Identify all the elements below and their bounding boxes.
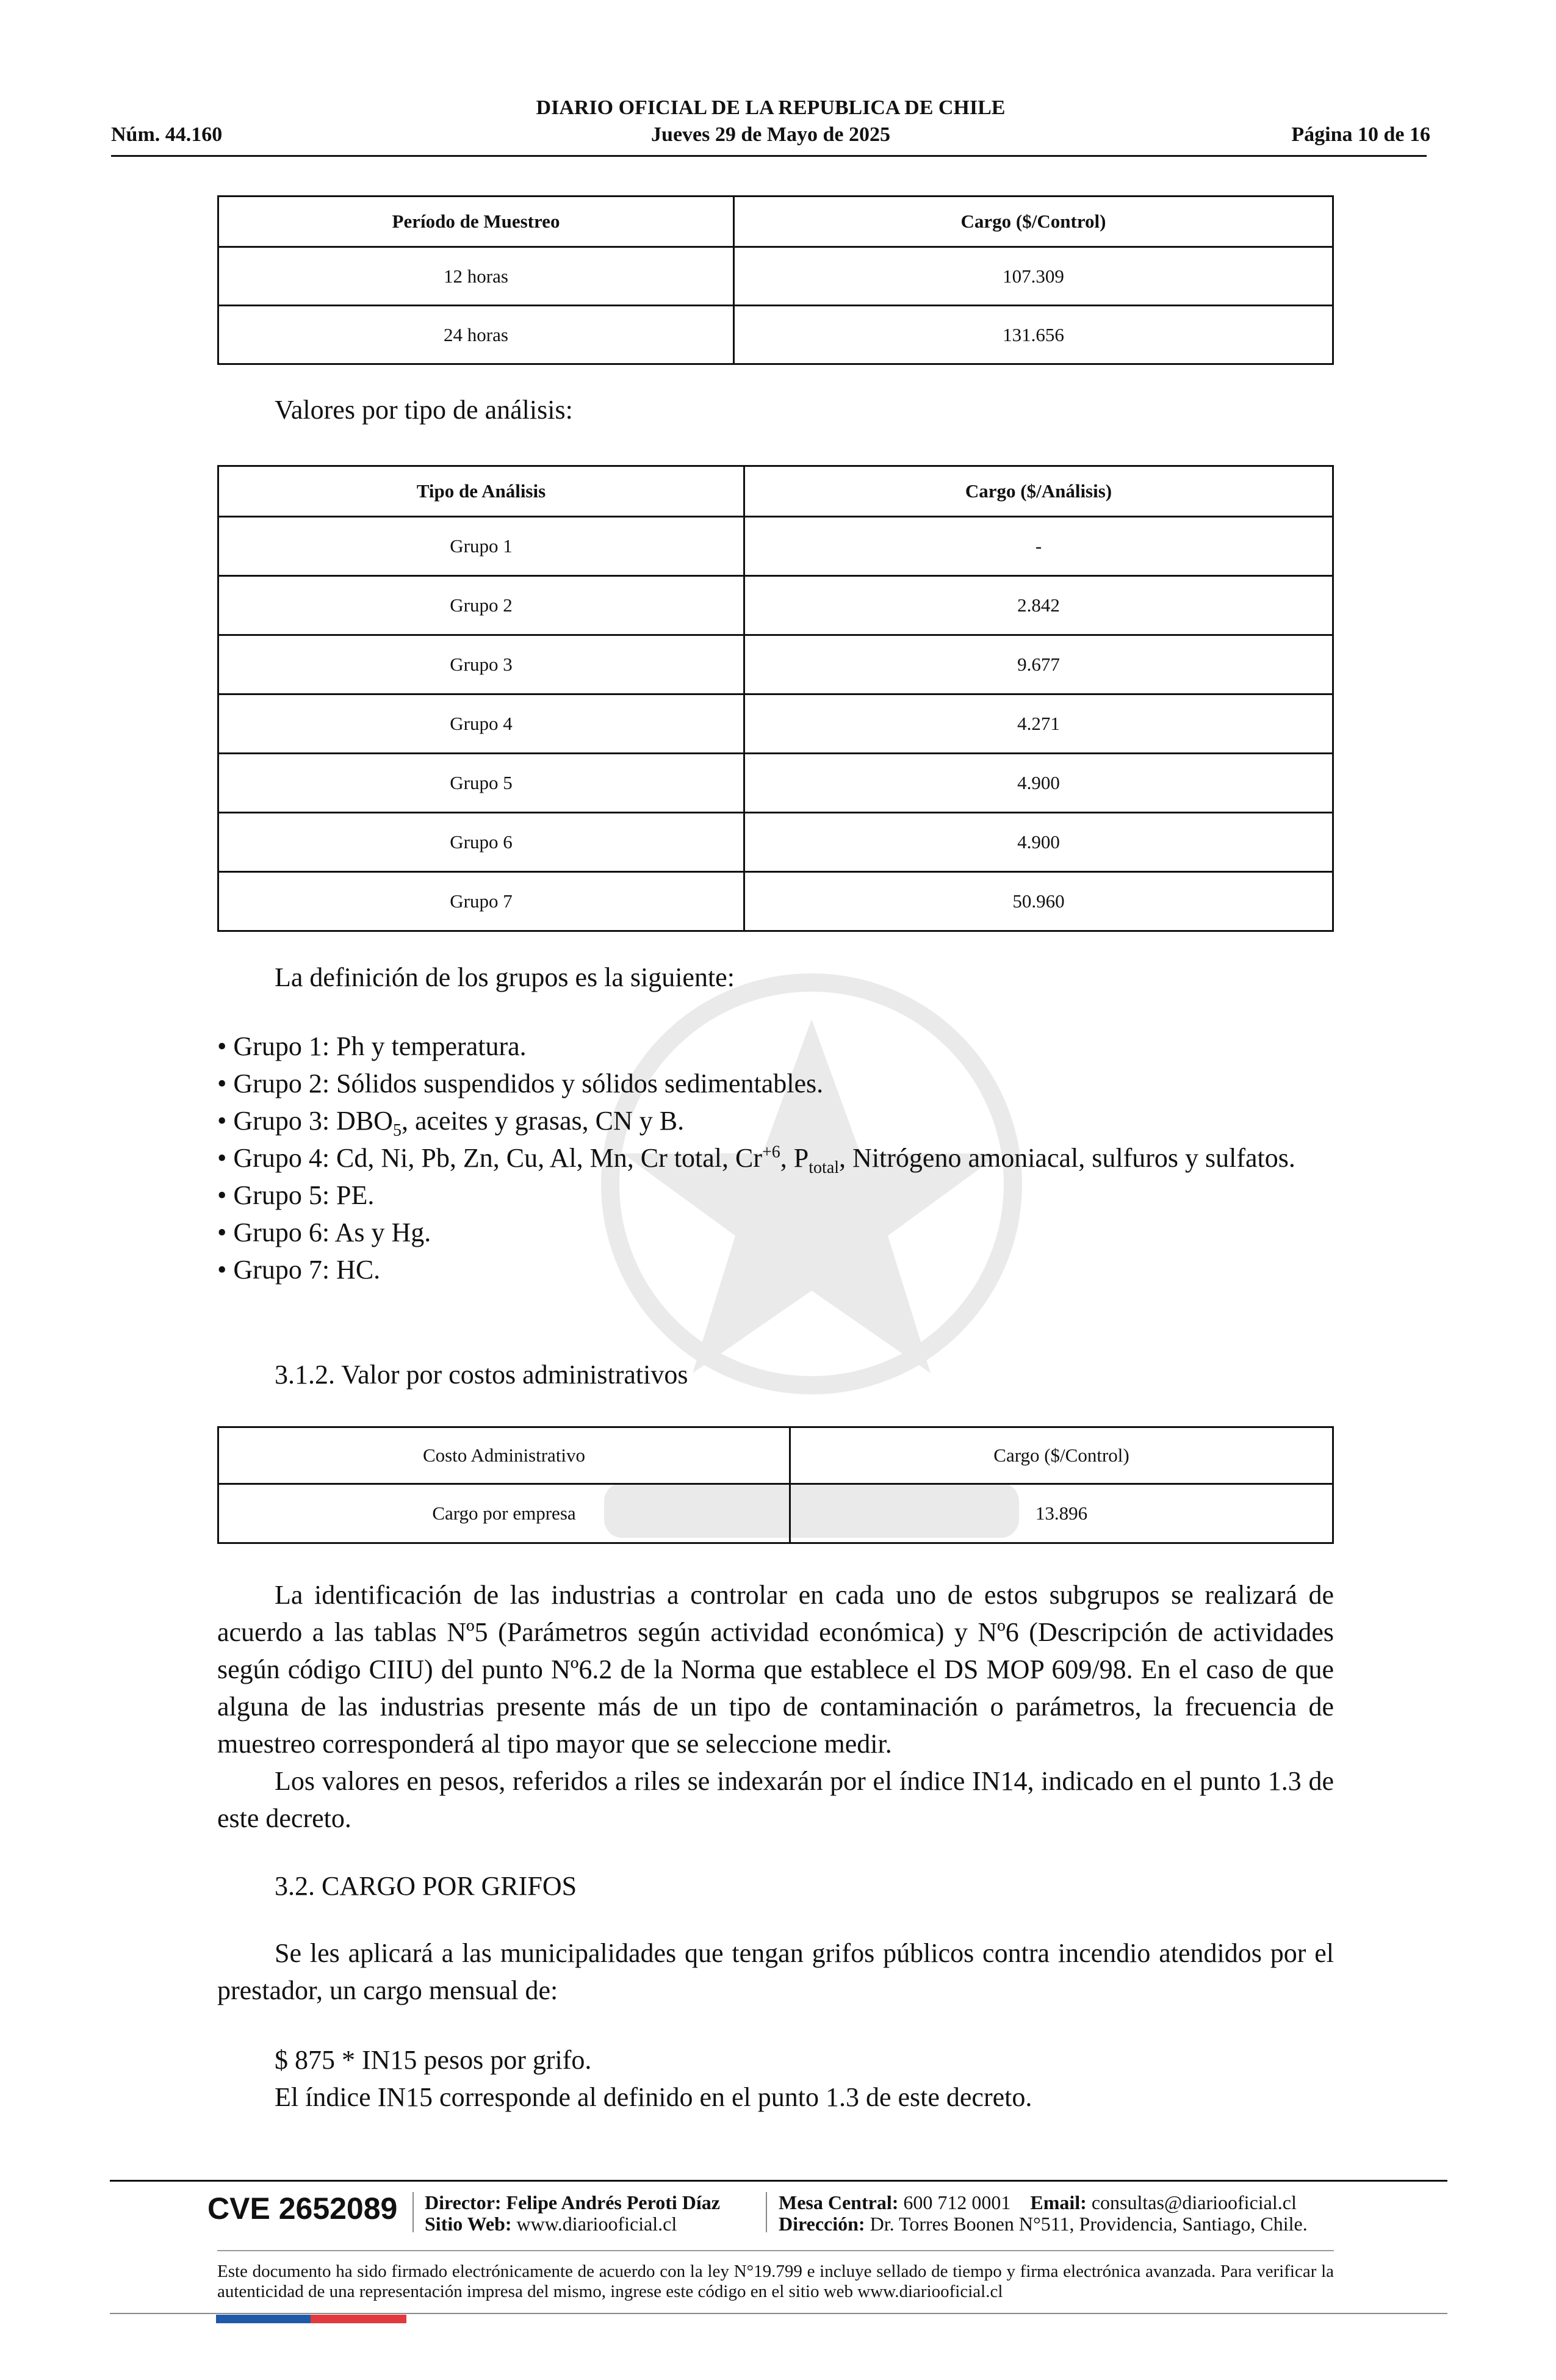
identification-paragraph: La identificación de las industrias a controlar en cada uno de estos subgrupos se realizará de acuerdo a las tablas Nº5 (Parámetros según actividad económica) y Nº6 (Descripción de actividades según código CIIU) del punto Nº6.2 de la Norma que establece el DS MOP 609/98. En el caso de que alguna de las industrias presente más de un tipo de contaminación o parámetros, la frecuencia de muestreo corresponderá al tipo mayor que se seleccione medir.	[217, 1580, 1334, 1759]
table-row	[218, 576, 1333, 635]
grifos-paragraph: Se les aplicará a las municipalidades que tengan grifos públicos contra incendio atendidos por el prestador, un cargo mensual de:	[217, 1938, 1334, 2005]
subscript: total	[809, 1158, 840, 1177]
footer-separator	[766, 2192, 767, 2232]
table-cell: Cargo por empresa	[218, 1484, 790, 1543]
footer-director-block	[425, 2192, 720, 2235]
table-cell: Grupo 5	[218, 754, 744, 813]
admin-costs-table	[217, 1426, 1334, 1544]
footer-divider	[110, 2180, 1447, 2182]
grifos-formula-note: El índice IN15 corresponde al definido en el punto 1.3 de este decreto.	[275, 2082, 1032, 2112]
table-cell: 13.896	[790, 1484, 1333, 1543]
table-cell: Grupo 1	[218, 517, 744, 576]
list-item: • Grupo 1: Ph y temperatura.	[217, 1031, 527, 1061]
subscript: 5	[392, 1120, 402, 1140]
publication-title: DIARIO OFICIAL DE LA REPUBLICA DE CHILE	[536, 96, 1006, 119]
footer-bottom-divider	[110, 2313, 1447, 2314]
footer-inner-divider	[217, 2250, 1334, 2251]
table-header-row	[218, 197, 1333, 247]
table-cell: Grupo 6	[218, 813, 744, 872]
analysis-type-table	[217, 465, 1334, 932]
page-number: Página 10 de 16	[1291, 123, 1430, 146]
header-divider	[111, 155, 1427, 157]
table-row	[218, 517, 1333, 576]
table-row	[218, 813, 1333, 872]
director-label: Director:	[425, 2191, 502, 2213]
table-cell: Grupo 3	[218, 635, 744, 694]
table-row	[218, 635, 1333, 694]
list-item: • Grupo 6: As y Hg.	[217, 1217, 431, 1247]
indexation-paragraph: Los valores en pesos, referidos a riles se indexarán por el índice IN14, indicado en el punto 1.3 de este decreto.	[217, 1766, 1334, 1833]
table-cell: -	[744, 517, 1333, 576]
table-cell: Grupo 4	[218, 694, 744, 754]
section-heading-grifos: 3.2. CARGO POR GRIFOS	[275, 1871, 577, 1901]
list-item-text: • Grupo 3: DBO	[217, 1106, 393, 1136]
table-header-row	[218, 1427, 1333, 1484]
flag-stripe-red	[311, 2315, 406, 2323]
admin-costs-heading: 3.1.2. Valor por costos administrativos	[275, 1360, 688, 1390]
table-row	[218, 306, 1333, 364]
table-header-cell: Tipo de Análisis	[218, 466, 744, 517]
table-header-cell: Cargo ($/Control)	[734, 197, 1333, 247]
site-link[interactable]: www.diariooficial.cl	[516, 2213, 677, 2235]
list-item	[217, 1139, 1334, 1177]
table-header-cell: Período de Muestreo	[218, 197, 734, 247]
address-value: Dr. Torres Boonen N°511, Providencia, Santiago, Chile.	[870, 2213, 1308, 2235]
table-cell: 107.309	[734, 247, 1333, 306]
cve-code: CVE 2652089	[207, 2191, 398, 2226]
list-item-text: , aceites y grasas, CN y B.	[401, 1106, 685, 1136]
table-cell: 2.842	[744, 576, 1333, 635]
list-item: • Grupo 5: PE.	[217, 1180, 375, 1210]
issue-date: Jueves 29 de Mayo de 2025	[651, 123, 890, 146]
page-header	[111, 92, 1430, 159]
groups-intro: La definición de los grupos es la siguiente:	[275, 962, 735, 992]
footer-contact-block	[779, 2192, 1308, 2235]
table-cell: 4.900	[744, 754, 1333, 813]
table-cell: 4.900	[744, 813, 1333, 872]
table-cell: Grupo 2	[218, 576, 744, 635]
director-name: Felipe Andrés Peroti Díaz	[506, 2191, 720, 2213]
table-cell: 131.656	[734, 306, 1333, 364]
groups-list	[217, 1028, 1334, 1288]
mesa-label: Mesa Central:	[779, 2191, 899, 2213]
table-cell: 24 horas	[218, 306, 734, 364]
list-item: • Grupo 2: Sólidos suspendidos y sólidos sedimentables.	[217, 1069, 824, 1098]
table-header-cell: Cargo ($/Análisis)	[744, 466, 1333, 517]
issue-number: Núm. 44.160	[111, 123, 223, 146]
site-label: Sitio Web:	[425, 2213, 512, 2235]
flag-stripe-blue	[216, 2315, 311, 2323]
analysis-intro: Valores por tipo de análisis:	[275, 395, 573, 425]
table-row	[218, 872, 1333, 931]
table-cell: Grupo 7	[218, 872, 744, 931]
table-row	[218, 694, 1333, 754]
list-item: • Grupo 7: HC.	[217, 1255, 381, 1285]
table-row	[218, 1484, 1333, 1543]
signature-note: Este documento ha sido firmado electrónicamente de acuerdo con la ley N°19.799 e incluye sellado de tiempo y firma electrónica avanzada. Para verificar la autenticidad de una representación impresa del mismo, ingrese este código en el sitio web www.diariooficial.cl	[217, 2262, 1334, 2301]
table-row	[218, 754, 1333, 813]
table-header-cell: Costo Administrativo	[218, 1427, 790, 1484]
address-label: Dirección:	[779, 2213, 865, 2235]
table-cell: 12 horas	[218, 247, 734, 306]
table-cell: 4.271	[744, 694, 1333, 754]
email-label: Email:	[1030, 2191, 1087, 2213]
mesa-value: 600 712 0001	[903, 2191, 1011, 2213]
list-item-text: • Grupo 4: Cd, Ni, Pb, Zn, Cu, Al, Mn, Cr total, Cr	[217, 1143, 762, 1173]
table-cell: 50.960	[744, 872, 1333, 931]
table-header-row	[218, 466, 1333, 517]
table-row	[218, 247, 1333, 306]
sampling-period-table	[217, 195, 1334, 365]
list-item-text: , Nitrógeno amoniacal, sulfuros y sulfatos.	[839, 1143, 1295, 1173]
list-item-text: , P	[780, 1143, 809, 1173]
superscript: +6	[762, 1142, 780, 1162]
table-cell: 9.677	[744, 635, 1333, 694]
email-link[interactable]: consultas@diariooficial.cl	[1091, 2191, 1297, 2213]
table-header-cell: Cargo ($/Control)	[790, 1427, 1333, 1484]
footer-separator	[412, 2192, 414, 2232]
list-item	[217, 1102, 1334, 1139]
grifos-formula: $ 875 * IN15 pesos por grifo.	[275, 2045, 592, 2075]
